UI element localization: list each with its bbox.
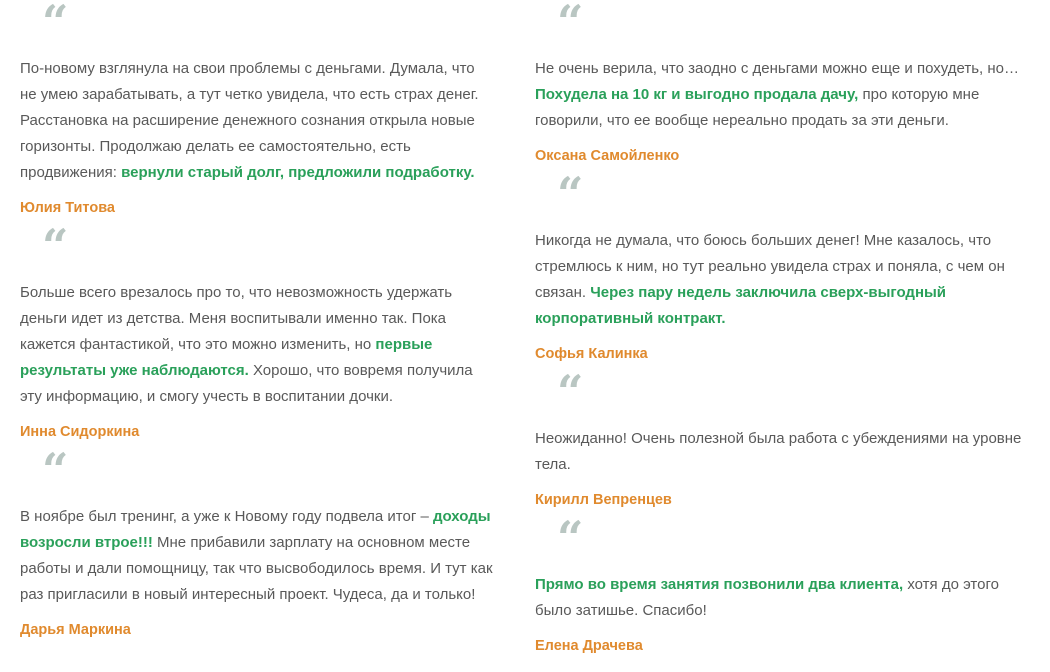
- testimonial-plain: хотя до этого было затишье. Спасибо!: [535, 576, 999, 619]
- testimonial-highlight: Похудела на 10 кг и выгодно продала дачу,: [535, 86, 859, 103]
- quote-mark-icon: “: [557, 511, 582, 565]
- testimonial: [20, 443, 495, 638]
- quote-mark-icon: “: [42, 0, 67, 49]
- testimonial-plain: Никогда не думала, что боюсь больших денег! Мне казалось, что стремлюсь к ним, но тут реально увидела страх и поняла, с чем он связан.: [535, 232, 1005, 301]
- testimonial-author: Елена Драчева: [535, 638, 643, 654]
- testimonial-highlight: вернули старый долг, предложили подработку.: [121, 164, 475, 181]
- testimonial-text: [535, 572, 1030, 624]
- testimonial-author: Кирилл Вепренцев: [535, 492, 672, 508]
- testimonial-highlight: Через пару недель заключила сверх-выгодный корпоративный контракт.: [535, 284, 947, 327]
- testimonial-text: [20, 56, 495, 186]
- testimonial-plain: Больше всего врезалось про то, что невозможность удержать деньги идет из детства. Меня воспитывали именно так. Пока кажется фантастикой, что это можно изменить, но: [20, 284, 453, 353]
- testimonial-highlight: Прямо во время занятия позвонили два клиента,: [535, 576, 904, 593]
- quote-mark-icon: “: [557, 167, 582, 221]
- testimonial-highlight: первые результаты уже наблюдаются.: [20, 336, 433, 379]
- quote-mark-icon: “: [557, 0, 582, 49]
- testimonial-plain: Хорошо, что вовремя получила эту информацию, и смогу учесть в воспитании дочки.: [20, 362, 473, 405]
- testimonial: [535, 511, 1030, 654]
- testimonial-text: [535, 56, 1030, 134]
- testimonial-plain: про которую мне говорили, что ее вообще нереально продать за эти деньги.: [535, 86, 980, 129]
- testimonial-plain: Мне прибавили зарплату на основном месте работы и дали помощницу, так что высвободилось время. И тут как раз пригласили в новый интересный проект. Чудеса, да и только!: [20, 534, 493, 603]
- testimonial-text: [20, 280, 495, 410]
- testimonial-author: Софья Калинка: [535, 346, 648, 362]
- testimonial: [535, 0, 1030, 164]
- testimonial-text: [535, 426, 1030, 478]
- testimonial-plain: По-новому взглянула на свои проблемы с деньгами. Думала, что не умею зарабатывать, а тут четко увидела, что есть страх денег. Расстановка на расширение денежного сознания открыла новые горизонты. Продолжаю делать ее самостоятельно, есть продвижения:: [20, 60, 479, 181]
- testimonial: [20, 0, 495, 216]
- testimonial-text: [20, 504, 495, 608]
- testimonial-author: Инна Сидоркина: [20, 424, 140, 440]
- testimonial: [535, 167, 1030, 362]
- quote-mark-icon: “: [42, 219, 67, 273]
- testimonial-author: Юлия Титова: [20, 200, 115, 216]
- testimonial-plain: В ноябре был тренинг, а уже к Новому году подвела итог –: [20, 508, 433, 525]
- testimonial-text: [535, 228, 1030, 332]
- testimonials-column-right: [525, 0, 1030, 672]
- testimonial-highlight: доходы возросли втрое!!!: [20, 508, 491, 551]
- quote-mark-icon: “: [42, 443, 67, 497]
- testimonial-author: Дарья Маркина: [20, 622, 131, 638]
- testimonial-plain: Не очень верила, что заодно с деньгами можно еще и похудеть, но…: [535, 60, 1020, 77]
- testimonials-column-left: [20, 0, 525, 672]
- quote-mark-icon: “: [557, 365, 582, 419]
- testimonial: [20, 219, 495, 440]
- testimonial: [535, 365, 1030, 508]
- testimonial-plain: Неожиданно! Очень полезной была работа с убеждениями на уровне тела.: [535, 430, 1022, 473]
- testimonial-author: Оксана Самойленко: [535, 148, 680, 164]
